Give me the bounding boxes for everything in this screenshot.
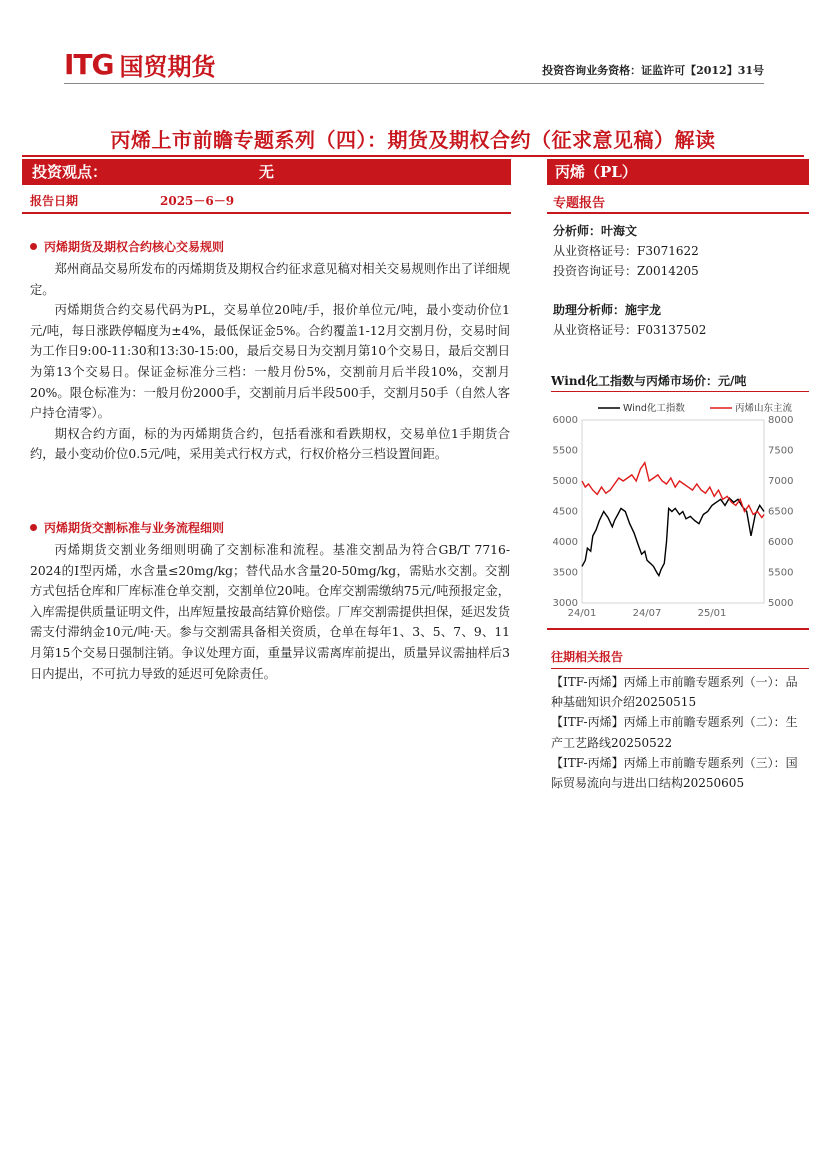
section-trading-rules — [30, 238, 510, 465]
analyst-label: 分析师： — [553, 224, 602, 238]
section-heading: 丙烯期货及期权合约核心交易规则 — [30, 238, 510, 255]
report-title: 丙烯上市前瞻专题系列（四）：期货及期权合约（征求意见稿）解读 — [110, 128, 716, 152]
y-right-tick-label: 6500 — [768, 506, 794, 518]
logo-company-name: 国贸期货 — [119, 52, 216, 81]
analyst-cert: 从业资格证号：F3071622 — [553, 244, 699, 258]
paragraph: 郑州商品交易所发布的丙烯期货及期权合约征求意见稿对相关交易规则作出了详细规定。 — [30, 262, 510, 297]
investment-view-label: 投资观点： — [32, 163, 108, 181]
chemical-index-propylene-chart — [548, 396, 810, 626]
analyst-advisory: 投资咨询证号：Z0014205 — [553, 264, 699, 278]
assistant-name: 施宇龙 — [625, 303, 662, 317]
bullet-icon — [30, 243, 37, 250]
series-line-2 — [582, 463, 764, 518]
y-left-tick-label: 6000 — [552, 415, 578, 426]
bullet-icon — [30, 524, 37, 531]
past-report-item[interactable]: 【ITF-丙烯】丙烯上市前瞻专题系列（三）：国际贸易流向与进出口结构20250605 — [551, 755, 798, 791]
past-report-item[interactable]: 【ITF-丙烯】丙烯上市前瞻专题系列（一）：品种基础知识介绍20250515 — [551, 675, 798, 710]
header-divider — [64, 83, 764, 84]
y-left-tick-label: 3500 — [552, 567, 578, 579]
company-logo — [64, 46, 216, 82]
section-delivery-rules — [30, 519, 510, 684]
y-right-tick-label: 5000 — [768, 598, 794, 609]
y-left-tick-label: 5500 — [552, 445, 578, 457]
analyst-info — [553, 221, 811, 281]
x-tick-label: 25/01 — [697, 608, 727, 619]
x-tick-label: 24/01 — [567, 608, 597, 619]
y-left-tick-label: 4000 — [552, 537, 578, 548]
product-bar: 丙烯（PL） — [547, 159, 809, 185]
assistant-info — [553, 300, 811, 340]
plot-frame — [582, 420, 764, 603]
assistant-cert: 从业资格证号：F03137502 — [553, 323, 707, 337]
y-left-tick-label: 3000 — [552, 598, 578, 609]
chart-title: Wind化工指数与丙烯市场价：元/吨 — [551, 372, 809, 392]
report-date-value: 2025－6－9 — [160, 194, 235, 208]
report-type-label: 专题报告 — [553, 196, 606, 211]
legend-label: 丙烯山东主流 — [735, 403, 793, 414]
past-reports-list — [551, 672, 809, 793]
x-tick-label: 24/07 — [632, 608, 662, 619]
y-right-tick-label: 7000 — [768, 476, 794, 487]
investment-view-value: 无 — [258, 163, 274, 181]
report-type-row — [547, 190, 809, 214]
license-text: 投资咨询业务资格：证监许可【2012】31号 — [542, 64, 764, 77]
paragraph: 丙烯期货合约交易代码为PL，交易单位20吨/手，报价单位元/吨，最小变动价位1元/吨，每日涨跌停幅度为±4%，最低保证金5%。合约覆盖1-12月交割月份，交易时间为工作日9:00-11:30和13:30-15:00，最后交易日为交割月第10个交易日，最后交割日为第13个交易日。保证金标准分三档：一般月份5%，交割前月后半段10%，交割月20%。限仓标准为：一般月份2000手，交割前月后半段500手，交割月50手（自然人客户持仓清零）。 — [30, 303, 510, 421]
report-date-label: 报告日期 — [30, 194, 79, 208]
y-right-tick-label: 5500 — [768, 567, 794, 579]
series-line-1 — [582, 498, 764, 575]
legend-label: Wind化工指数 — [623, 403, 685, 414]
y-right-tick-label: 6000 — [768, 537, 794, 548]
y-left-tick-label: 5000 — [552, 476, 578, 487]
logo-itg: ITG — [64, 47, 114, 81]
chart-divider — [547, 628, 809, 630]
report-date-row — [22, 190, 511, 214]
y-right-tick-label: 8000 — [768, 415, 794, 426]
assistant-label: 助理分析师： — [553, 303, 626, 317]
past-report-item[interactable]: 【ITF-丙烯】丙烯上市前瞻专题系列（二）：生产工艺路线20250522 — [551, 715, 798, 750]
section-heading: 丙烯期货交割标准与业务流程细则 — [30, 519, 510, 536]
paragraph: 丙烯期货交割业务细则明确了交割标准和流程。基准交割品为符合GB/T 7716-2024的I型丙烯，水含量≤20mg/kg；替代品水含量20-50mg/kg，需贴水交割。交割方式包括仓库和厂库标准仓单交割，交割单位20吨。仓库交割需缴纳75元/吨预报定金，入库需提供质量证明文件，出库短量按最高结算价赔偿。厂库交割需提供担保，延迟发货需支付滞纳金10元/吨·天。参与交割需具备相关资质，仓单在每年1、3、5、7、9、11月第15个交易日强制注销。争议处理方面，重量异议需离库前提出，质量异议需抽样后3日内提出，不可抗力导致的延迟可免除责任。 — [30, 543, 510, 681]
y-left-tick-label: 4500 — [552, 506, 578, 518]
investment-view-bar — [22, 159, 511, 185]
title-divider — [22, 155, 804, 157]
y-right-tick-label: 7500 — [768, 445, 794, 457]
past-reports-heading: 往期相关报告 — [551, 648, 809, 669]
analyst-name: 叶海文 — [601, 224, 638, 238]
paragraph: 期权合约方面，标的为丙烯期货合约，包括看涨和看跌期权，交易单位1手期货合约，最小变动价位0.5元/吨，采用美式行权方式，行权价格分三档设置间距。 — [30, 426, 510, 462]
